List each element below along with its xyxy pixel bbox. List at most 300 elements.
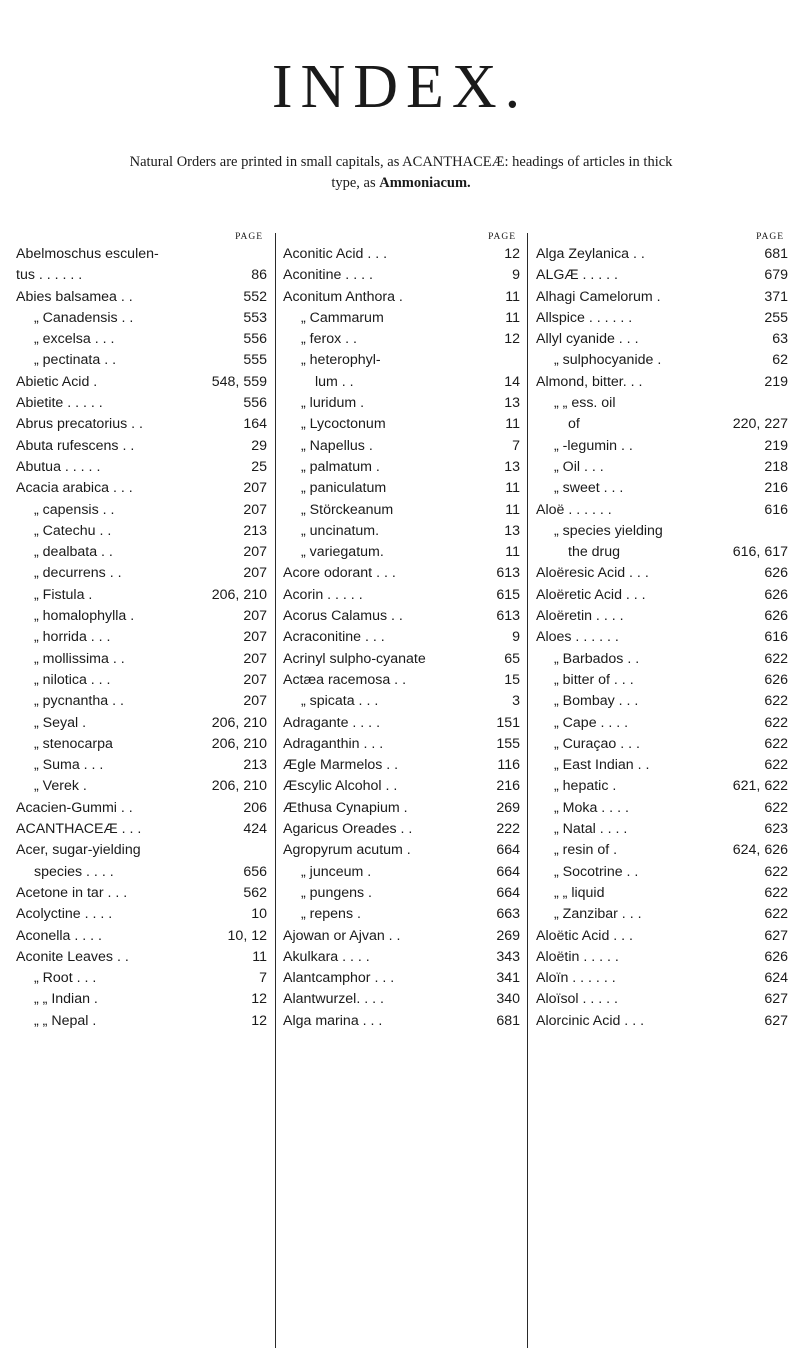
index-entry-page: 116 (497, 757, 520, 774)
index-entry-page: 207 (243, 608, 267, 625)
index-entry-page: 86 (251, 267, 267, 284)
index-entry-page: 562 (243, 884, 267, 901)
index-entry-term: „ Cammarum (301, 309, 384, 326)
index-entry-term: „ Canadensis . . (34, 309, 134, 326)
index-entry-page: 155 (496, 735, 520, 752)
index-entry-term: Aconella . . . . (16, 927, 102, 944)
index-entry (283, 287, 520, 308)
index-entry-term: „ Bombay . . . (554, 693, 639, 710)
index-entry-page: 622 (764, 735, 788, 752)
index-entry-page: 11 (505, 309, 520, 326)
index-entry-page: 627 (764, 927, 788, 944)
index-entry-page: 664 (496, 842, 520, 859)
index-entry-term: Æthusa Cynapium . (283, 799, 408, 816)
index-entry-page: 622 (764, 906, 788, 923)
index-entry-term: „ Moka . . . . (554, 799, 629, 816)
index-entry-term: „ „ Nepal . (34, 1012, 97, 1029)
index-column-2 (283, 232, 520, 1032)
index-entry-page: 9 (512, 267, 520, 284)
index-entry (536, 563, 788, 584)
index-entry (16, 755, 267, 776)
index-entry-page: 624 (764, 970, 788, 987)
index-entry (283, 329, 520, 350)
index-entry-term: of (568, 416, 580, 433)
index-entry-page: 63 (772, 331, 788, 348)
index-entry (283, 755, 520, 776)
index-entry-page: 622 (764, 757, 788, 774)
index-entry-term: „ Lycoctonum (301, 416, 386, 433)
index-entry-term: Alga Zeylanica . . (536, 246, 645, 262)
index-entry (536, 989, 788, 1010)
index-entry-page: 206, 210 (211, 714, 267, 731)
index-entry-term: Allyl cyanide . . . (536, 331, 639, 348)
index-entry-page: 207 (243, 693, 267, 710)
index-entry (283, 521, 520, 542)
index-entry (536, 350, 788, 371)
index-entry-term: Acraconitine . . . (283, 629, 385, 646)
index-entry (16, 244, 267, 265)
index-entry-page: 626 (764, 565, 788, 582)
index-entry-page: 218 (764, 458, 788, 475)
index-entry (283, 926, 520, 947)
index-entry-page: 556 (243, 331, 267, 348)
index-entry (283, 883, 520, 904)
index-entry (283, 308, 520, 329)
index-entry-term: „ Verek . (34, 778, 87, 795)
index-entry-page: 206, 210 (211, 586, 267, 603)
index-entry-term: Aloëretic Acid . . . (536, 586, 646, 603)
index-entry-term: „ resin of . (554, 842, 618, 859)
index-entry-term: Aconitic Acid . . . (283, 246, 388, 262)
index-entry (536, 414, 788, 435)
index-entry (536, 755, 788, 776)
index-entry-term: Abietic Acid . (16, 373, 98, 390)
index-entry-term: Abutua . . . . . (16, 458, 101, 475)
index-entry-page: 627 (764, 991, 788, 1008)
note-line-2-bold-example: Ammoniacum. (379, 175, 471, 191)
index-entry-term: Æscylic Alcohol . . (283, 778, 398, 795)
index-entry (16, 734, 267, 755)
index-entry-term: Abelmoschus esculen- (16, 246, 159, 262)
index-entry (16, 350, 267, 371)
index-entry-term: Aconitine . . . . (283, 267, 373, 284)
index-entry-page: 206 (243, 799, 267, 816)
index-entry-term: „ luridum . (301, 395, 365, 412)
index-entry-page: 613 (496, 565, 520, 582)
index-entry-page: 207 (243, 671, 267, 688)
index-entry-term: „ decurrens . . (34, 565, 122, 582)
index-entry-page: 616 (764, 629, 788, 646)
index-entry (536, 436, 788, 457)
index-entry (283, 819, 520, 840)
index-entry-page: 613 (496, 608, 520, 625)
index-entry-page: 624, 626 (732, 842, 788, 859)
index-entry (536, 457, 788, 478)
index-entry-term: Acore odorant . . . (283, 565, 396, 582)
index-entry (16, 798, 267, 819)
index-entry-page: 622 (764, 714, 788, 731)
index-entry (16, 926, 267, 947)
index-entry (536, 1011, 788, 1032)
index-entry (536, 947, 788, 968)
index-entry-term: „ ferox . . (301, 331, 357, 348)
index-entry-term: Aloëretin . . . . (536, 608, 624, 625)
index-entry-term: „ -legumin . . (554, 437, 633, 454)
index-entry-term: lum . . (315, 373, 354, 390)
index-entry (536, 670, 788, 691)
index-entry-page: 11 (505, 544, 520, 561)
index-entry-page: 664 (496, 863, 520, 880)
index-entry-page: 626 (764, 671, 788, 688)
index-entry-page: 207 (243, 650, 267, 667)
index-entry-page: 3 (512, 693, 520, 710)
index-entry (283, 414, 520, 435)
index-entry-page: 343 (496, 948, 520, 965)
index-entry-page: 269 (496, 799, 520, 816)
index-entry-term: „ mollissima . . (34, 650, 125, 667)
index-entry-term: „ pungens . (301, 884, 372, 901)
page-column-header: PAGE (235, 232, 263, 242)
index-entry-page: 622 (764, 863, 788, 880)
index-entry (16, 1011, 267, 1032)
index-entry-page: 13 (504, 522, 520, 539)
index-entry-page: 206, 210 (211, 735, 267, 752)
index-entry-page: 12 (251, 1012, 267, 1029)
index-entry (283, 627, 520, 648)
index-entry (283, 968, 520, 989)
index-entry (536, 308, 788, 329)
index-entry-page: 222 (496, 821, 520, 838)
index-entry (283, 649, 520, 670)
index-entry-page: 14 (504, 373, 520, 390)
index-entry-page: 11 (505, 416, 520, 433)
index-entry (16, 691, 267, 712)
index-entry-term: species . . . . (34, 863, 114, 880)
index-entry-page: 216 (764, 480, 788, 497)
index-entry (283, 500, 520, 521)
page-column-header: PAGE (756, 232, 784, 242)
index-entry-term: ALGÆ . . . . . (536, 267, 618, 284)
index-entry-page: 13 (504, 458, 520, 475)
index-entry-term: „ Catechu . . (34, 522, 112, 539)
index-entry-page: 553 (243, 309, 267, 326)
index-entry-term: Aconitum Anthora . (283, 288, 403, 305)
index-entry-page: 15 (504, 671, 520, 688)
column-divider (275, 233, 276, 1348)
index-entry-term: „ capensis . . (34, 501, 115, 518)
index-entry (16, 287, 267, 308)
index-entry (16, 542, 267, 563)
index-entry-term: „ Curaçao . . . (554, 735, 640, 752)
index-entry (283, 1011, 520, 1032)
index-entry-term: „ Oil . . . (554, 458, 604, 475)
index-entry-term: „ species yielding (554, 522, 663, 539)
index-entry-page: 371 (764, 288, 788, 305)
index-entry (283, 862, 520, 883)
index-entry-term: „ Seyal . (34, 714, 87, 731)
index-entry-term: „ East Indian . . (554, 757, 650, 774)
index-entry-page: 207 (243, 501, 267, 518)
index-entry-term: „ Napellus . (301, 437, 373, 454)
index-entry (283, 478, 520, 499)
index-entry-term: Abietite . . . . . (16, 395, 103, 412)
index-entry-page: 219 (764, 437, 788, 454)
index-entry (536, 500, 788, 521)
index-entry-page: 681 (496, 1012, 520, 1029)
index-entry-page: 623 (764, 821, 788, 838)
index-entry-term: Almond, bitter. . . (536, 373, 643, 390)
index-entry-page: 11 (505, 288, 520, 305)
index-entry-term: Acetone in tar . . . (16, 884, 128, 901)
index-entry (16, 329, 267, 350)
index-entry-page: 664 (496, 884, 520, 901)
index-entry-term: „ homalophylla . (34, 608, 135, 625)
index-entry-term: Alorcinic Acid . . . (536, 1012, 645, 1029)
index-entry-term: Alga marina . . . (283, 1012, 383, 1029)
index-entry-page: 663 (496, 906, 520, 923)
note-line-2-prefix: type, as (331, 175, 380, 191)
index-entry-page (517, 350, 520, 371)
index-entry-term: Ajowan or Ajvan . . (283, 927, 401, 944)
index-entry-term: „ Fistula . (34, 586, 93, 603)
index-entry (16, 883, 267, 904)
index-entry (283, 776, 520, 797)
index-entry-term: „ „ ess. oil (554, 395, 616, 412)
index-entry-page: 621, 622 (732, 778, 788, 795)
index-entry-term: „ excelsa . . . (34, 331, 115, 348)
index-entry-term: Acer, sugar-yielding (16, 842, 141, 859)
index-entry-term: Aloëtic Acid . . . (536, 927, 633, 944)
index-entry (536, 819, 788, 840)
index-entry-page: 341 (496, 970, 520, 987)
index-entry-term: Ægle Marmelos . . (283, 757, 399, 774)
index-entry-page: 622 (764, 884, 788, 901)
index-entry (16, 947, 267, 968)
index-entry (283, 947, 520, 968)
index-entry (283, 904, 520, 925)
index-entry-term: Aloë . . . . . . (536, 501, 612, 518)
index-entry (16, 372, 267, 393)
index-entry (536, 649, 788, 670)
index-entry (536, 776, 788, 797)
index-entry (283, 670, 520, 691)
index-entry-page: 340 (496, 991, 520, 1008)
index-entry (536, 585, 788, 606)
index-entry (16, 713, 267, 734)
index-entry-term: Acacien-Gummi . . (16, 799, 133, 816)
index-entry-page: 206, 210 (211, 778, 267, 795)
index-entry (16, 308, 267, 329)
index-entry-page: 616, 617 (732, 544, 788, 561)
index-entry (536, 968, 788, 989)
index-entry (16, 478, 267, 499)
index-entry-page: 25 (251, 458, 267, 475)
index-entry-page: 10, 12 (227, 927, 267, 944)
index-entry-term: Aconite Leaves . . (16, 948, 129, 965)
note-line-2 (16, 173, 786, 194)
index-entry-term: „ Störckeanum (301, 501, 394, 518)
index-entry-page (264, 244, 267, 265)
index-entry (16, 563, 267, 584)
index-entry-term: ACANTHACEÆ . . . (16, 821, 142, 838)
index-entry-page (264, 840, 267, 861)
index-entry-term: „ Natal . . . . (554, 821, 628, 838)
index-entry-term: Actæa racemosa . . (283, 671, 407, 688)
index-entry-term: Abuta rufescens . . (16, 437, 135, 454)
index-entry (536, 521, 788, 542)
index-entry-term: „ heterophyl- (301, 352, 381, 369)
index-entry-page: 216 (496, 778, 520, 795)
index-entry-page: 681 (764, 246, 788, 262)
index-entry (536, 713, 788, 734)
index-entry-term: Adragante . . . . (283, 714, 381, 731)
index-entry-term: Abies balsamea . . (16, 288, 133, 305)
index-entry-page: 656 (243, 863, 267, 880)
index-entry-term: „ Suma . . . (34, 757, 104, 774)
index-entry-page: 213 (243, 522, 267, 539)
index-entry-term: „ Root . . . (34, 970, 97, 987)
index-entry-term: „ nilotica . . . (34, 671, 111, 688)
index-entry-term: Alhagi Camelorum . (536, 288, 661, 305)
column-divider (527, 233, 528, 1348)
index-entry-page: 10 (251, 906, 267, 923)
index-entry-page: 616 (764, 501, 788, 518)
index-entry (283, 606, 520, 627)
index-entry-page: 626 (764, 586, 788, 603)
index-entry-term: tus . . . . . . (16, 267, 83, 284)
index-entry-page: 556 (243, 395, 267, 412)
index-entry-page: 220, 227 (732, 416, 788, 433)
index-entry-term: „ junceum . (301, 863, 372, 880)
index-entry-page: 164 (243, 416, 267, 433)
index-entry (16, 627, 267, 648)
index-entry (16, 436, 267, 457)
index-entry (16, 776, 267, 797)
index-entry-page: 11 (505, 501, 520, 518)
index-entry-term: „ sweet . . . (554, 480, 624, 497)
index-entry-term: „ horrida . . . (34, 629, 111, 646)
index-entry-page: 207 (243, 565, 267, 582)
index-entry (283, 457, 520, 478)
index-entry-term: „ paniculatum (301, 480, 387, 497)
index-entry (16, 606, 267, 627)
index-entry-page: 207 (243, 544, 267, 561)
index-entry-page: 9 (512, 629, 520, 646)
index-entry (16, 500, 267, 521)
index-entry (536, 691, 788, 712)
index-entry-term: Aloes . . . . . . (536, 629, 619, 646)
index-entry (536, 840, 788, 861)
index-entry (536, 393, 788, 414)
index-entry-term: Akulkara . . . . (283, 948, 370, 965)
index-entry-page: 622 (764, 650, 788, 667)
index-entry (536, 606, 788, 627)
index-entry (16, 819, 267, 840)
index-entry-page: 626 (764, 948, 788, 965)
index-entry-term: „ „ liquid (554, 884, 605, 901)
index-entry-page: 65 (504, 650, 520, 667)
index-entry-term: Acorus Calamus . . (283, 608, 403, 625)
index-entry-term: „ bitter of . . . (554, 671, 634, 688)
index-entry (283, 840, 520, 861)
index-entry (536, 244, 788, 265)
index-entry-term: Acolyctine . . . . (16, 906, 113, 923)
index-entry (536, 926, 788, 947)
index-entry-page: 7 (512, 437, 520, 454)
index-entry (283, 713, 520, 734)
index-entry (16, 989, 267, 1010)
page-column-header: PAGE (488, 232, 516, 242)
index-column-3 (536, 232, 788, 1032)
index-entry (16, 649, 267, 670)
index-entry (16, 521, 267, 542)
index-entry-page: 151 (496, 714, 520, 731)
index-entry (536, 265, 788, 286)
index-entry-term: „ „ Indian . (34, 991, 98, 1008)
index-entry (16, 457, 267, 478)
index-entry (536, 734, 788, 755)
index-entry (283, 691, 520, 712)
index-entry-page: 615 (496, 586, 520, 603)
index-entry-term: „ hepatic . (554, 778, 617, 795)
index-entry-page (785, 521, 788, 542)
index-entry-page: 627 (764, 1012, 788, 1029)
index-entry (283, 542, 520, 563)
index-entry (16, 840, 267, 861)
index-entry (283, 350, 520, 371)
index-entry (16, 670, 267, 691)
index-entry-term: „ palmatum . (301, 458, 380, 475)
index-entry-page: 12 (504, 331, 520, 348)
index-entry (16, 393, 267, 414)
index-entry (16, 862, 267, 883)
index-entry (16, 414, 267, 435)
index-entry-page: 62 (772, 352, 788, 369)
index-entry-page: 679 (764, 267, 788, 284)
index-entry (536, 372, 788, 393)
index-entry-page: 213 (243, 757, 267, 774)
index-entry (16, 968, 267, 989)
index-entry (16, 904, 267, 925)
index-entry (536, 798, 788, 819)
index-entry-page: 12 (504, 246, 520, 262)
index-entry-term: „ spicata . . . (301, 693, 379, 710)
index-entry-term: „ Zanzibar . . . (554, 906, 642, 923)
index-entry (536, 904, 788, 925)
index-entry (536, 287, 788, 308)
index-entry-term: Aloïn . . . . . . (536, 970, 616, 987)
index-entry-term: „ pycnantha . . (34, 693, 124, 710)
index-entry (283, 563, 520, 584)
index-entry-term: „ repens . (301, 906, 361, 923)
index-entry-term: Agropyrum acutum . (283, 842, 411, 859)
index-entry-page: 255 (764, 309, 788, 326)
index-entry-page: 219 (764, 373, 788, 390)
index-entry (283, 436, 520, 457)
index-entry (283, 372, 520, 393)
index-entry-term: „ dealbata . . (34, 544, 113, 561)
index-entry-page: 7 (259, 970, 267, 987)
index-entry-page: 11 (252, 948, 267, 965)
index-entry (283, 734, 520, 755)
index-entry-term: Allspice . . . . . . (536, 309, 633, 326)
index-entry-page: 12 (251, 991, 267, 1008)
index-entry-term: the drug (568, 544, 621, 561)
index-entry-term: „ stenocarpa (34, 735, 113, 752)
index-entry-page: 11 (505, 480, 520, 497)
index-entry-page: 207 (243, 480, 267, 497)
index-entry-term: Abrus precatorius . . (16, 416, 143, 433)
